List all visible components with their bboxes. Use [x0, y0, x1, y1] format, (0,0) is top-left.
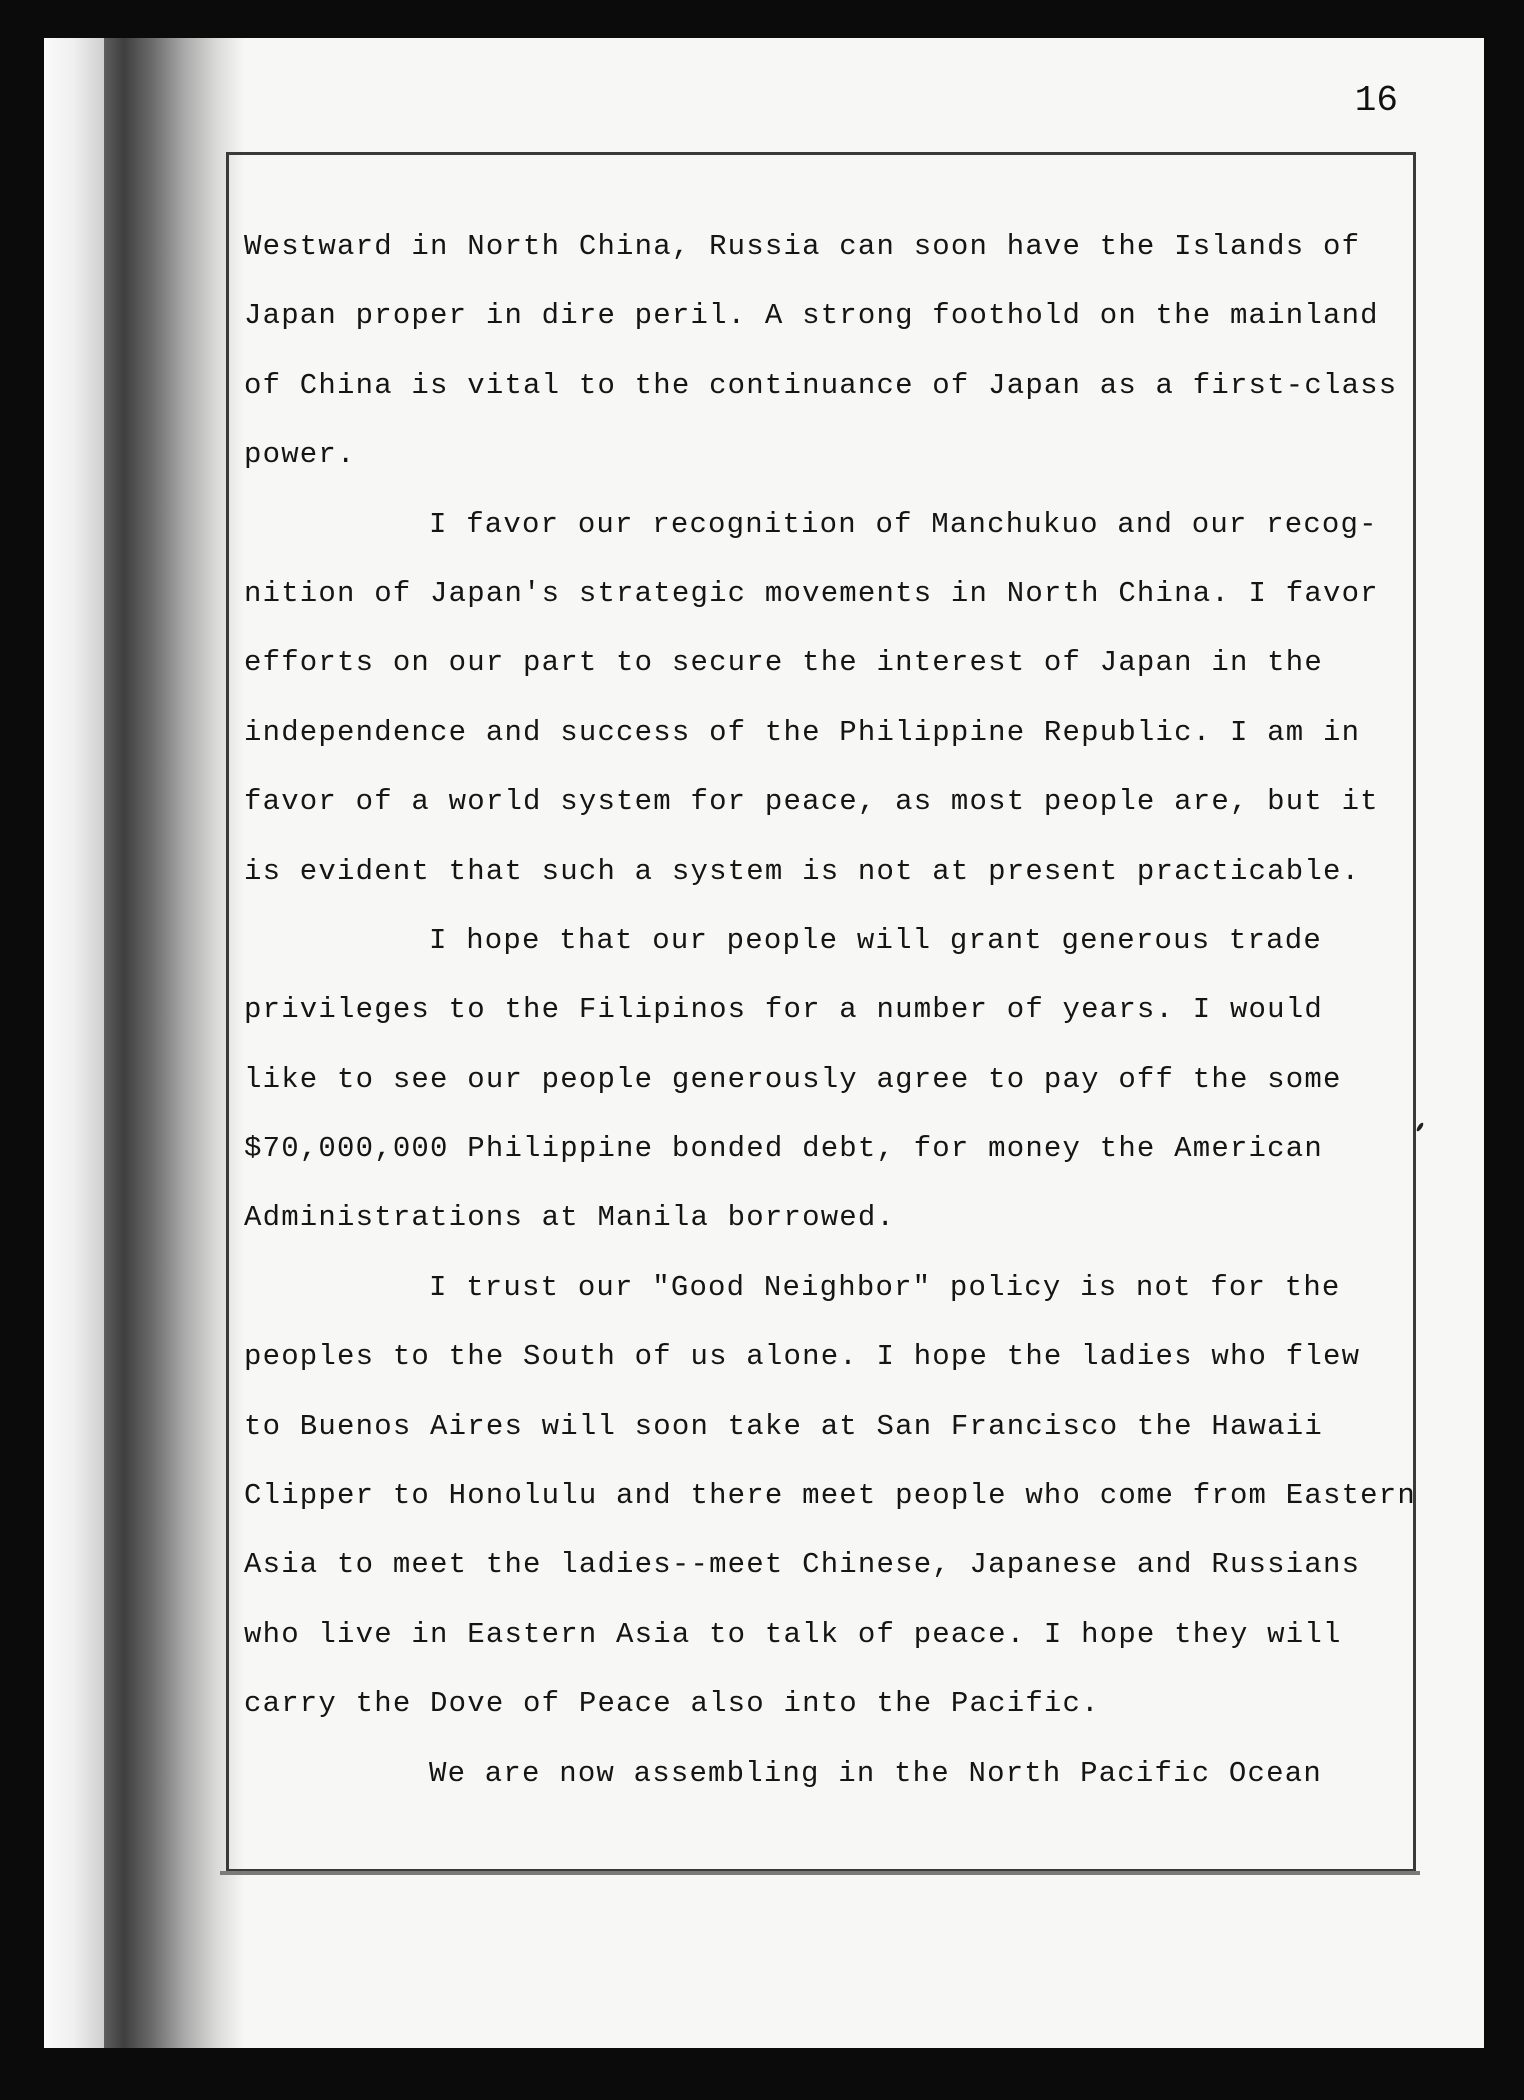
text-line: peoples to the South of us alone. I hope the ladies who flew — [244, 1340, 1361, 1374]
paragraph-start-line: I favor our recognition of Manchukuo and our recog- — [429, 507, 1378, 541]
text-line: to Buenos Aires will soon take at San Francisco the Hawaii — [244, 1409, 1323, 1443]
frame-bottom-shadow — [220, 1871, 1420, 1875]
paragraph-start-line: I trust our "Good Neighbor" policy is not for the — [429, 1270, 1341, 1304]
text-line: privileges to the Filipinos for a number of years. I would — [244, 993, 1323, 1027]
text-line: Asia to meet the ladies--meet Chinese, Japanese and Russians — [244, 1548, 1361, 1582]
text-line: Clipper to Honolulu and there meet people who come from Eastern — [244, 1479, 1416, 1513]
binding-edge — [44, 38, 104, 2048]
text-line: Westward in North China, Russia can soon have the Islands of — [244, 230, 1361, 263]
page-number: 16 — [1354, 80, 1398, 121]
text-line: efforts on our part to secure the interest of Japan in the — [244, 646, 1323, 680]
text-line: is evident that such a system is not at present practicable. — [244, 854, 1361, 888]
text-line: Administrations at Manila borrowed. — [244, 1201, 896, 1235]
typed-text-body — [244, 222, 1416, 1818]
text-line: nition of Japan's strategic movements in North China. I favor — [244, 576, 1379, 610]
paragraph-start-line: I hope that our people will grant generous trade — [429, 923, 1322, 957]
text-line: $70,000,000 Philippine bonded debt, for money the American — [244, 1132, 1323, 1166]
text-line: power. — [244, 438, 356, 472]
text-line: Japan proper in dire peril. A strong foothold on the mainland — [244, 299, 1379, 333]
text-line: favor of a world system for peace, as most people are, but it — [244, 785, 1379, 819]
text-line: carry the Dove of Peace also into the Pacific. — [244, 1687, 1100, 1721]
paragraph-start-line: We are now assembling in the North Pacific Ocean — [429, 1756, 1322, 1790]
text-line: who live in Eastern Asia to talk of peace. I hope they will — [244, 1617, 1342, 1651]
text-line: of China is vital to the continuance of Japan as a first-class — [244, 368, 1398, 402]
text-line: independence and success of the Philippine Republic. I am in — [244, 715, 1361, 749]
text-line: like to see our people generously agree to pay off the some — [244, 1062, 1342, 1096]
